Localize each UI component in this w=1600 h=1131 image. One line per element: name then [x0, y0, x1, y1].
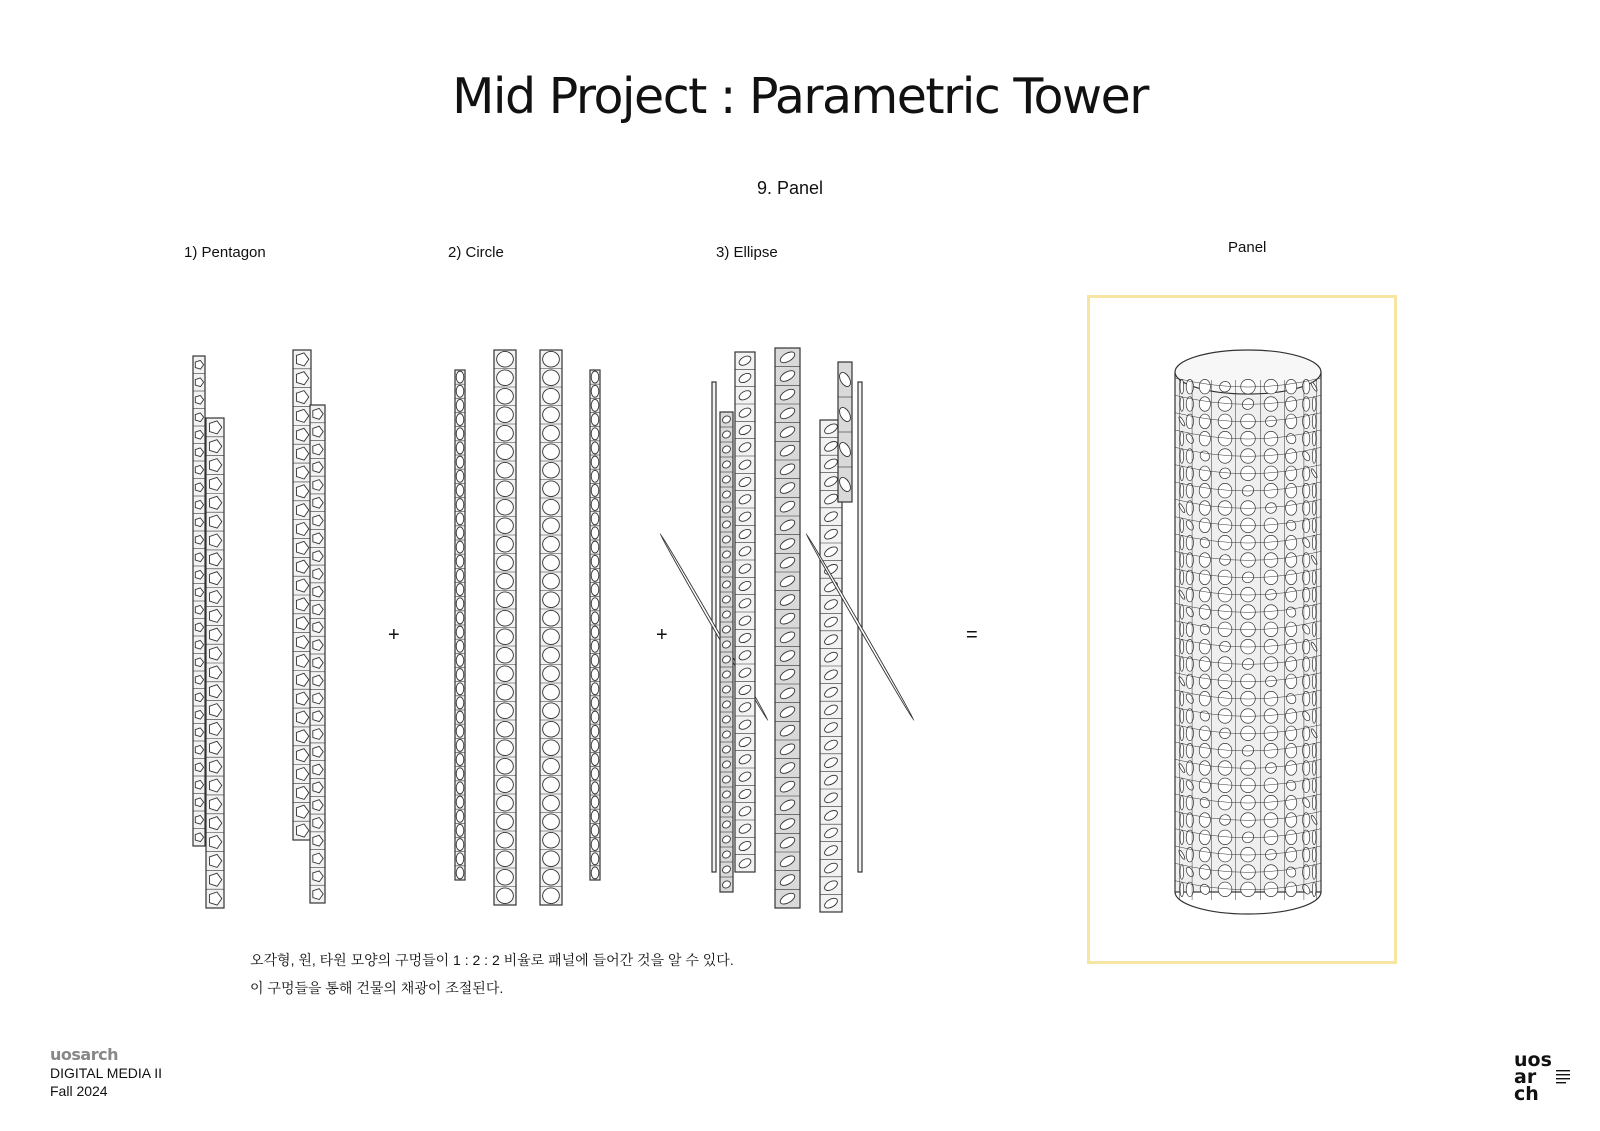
svg-text:ar: ar	[1514, 1066, 1537, 1088]
pentagon-strips	[193, 350, 325, 908]
term: Fall 2024	[50, 1083, 108, 1099]
plus-operator-1: +	[388, 624, 400, 646]
panel-tower	[1175, 350, 1321, 914]
panel-label: Panel	[1228, 239, 1267, 256]
ellipse-strip-4	[775, 348, 800, 908]
circle-strip-1	[455, 370, 465, 880]
pentagon-label: 1) Pentagon	[184, 244, 266, 261]
circle-strip-4	[590, 370, 600, 880]
footer-info	[50, 1046, 162, 1100]
pentagon-strip-4	[310, 405, 325, 903]
equals-operator: =	[966, 624, 978, 646]
uos-arch-emblem	[1514, 1050, 1574, 1107]
circle-strip-3	[540, 350, 562, 905]
ellipse-strip-2	[720, 412, 733, 892]
ellipse-strip-3	[735, 352, 755, 872]
ellipse-strip-6	[837, 362, 852, 502]
circle-strips	[455, 350, 600, 905]
plus-operator-2: +	[656, 624, 668, 646]
circle-label: 2) Circle	[448, 244, 504, 261]
description-note	[250, 946, 734, 1002]
section-subtitle: 9. Panel	[756, 178, 824, 198]
note-line-2: 이 구멍들을 통해 건물의 채광이 조절된다.	[250, 980, 504, 996]
ellipse-strips	[659, 348, 915, 912]
circle-strip-2	[494, 350, 516, 905]
note-line-1: 오각형, 원, 타원 모양의 구멍들이 1 : 2 : 2 비율로 패널에 들어간 것을 알 수 있다.	[250, 952, 734, 968]
page-title: Mid Project : Parametric Tower	[452, 68, 1148, 125]
ellipse-label: 3) Ellipse	[716, 244, 778, 261]
pentagon-strip-3	[293, 350, 311, 840]
course-name: DIGITAL MEDIA II	[50, 1065, 163, 1081]
uosarch-logo: uosarch	[50, 1045, 118, 1064]
pentagon-strip-2	[206, 418, 224, 908]
svg-text:ch: ch	[1514, 1083, 1539, 1102]
svg-text:uos: uos	[1514, 1050, 1552, 1071]
pentagon-strip-1	[193, 356, 205, 846]
